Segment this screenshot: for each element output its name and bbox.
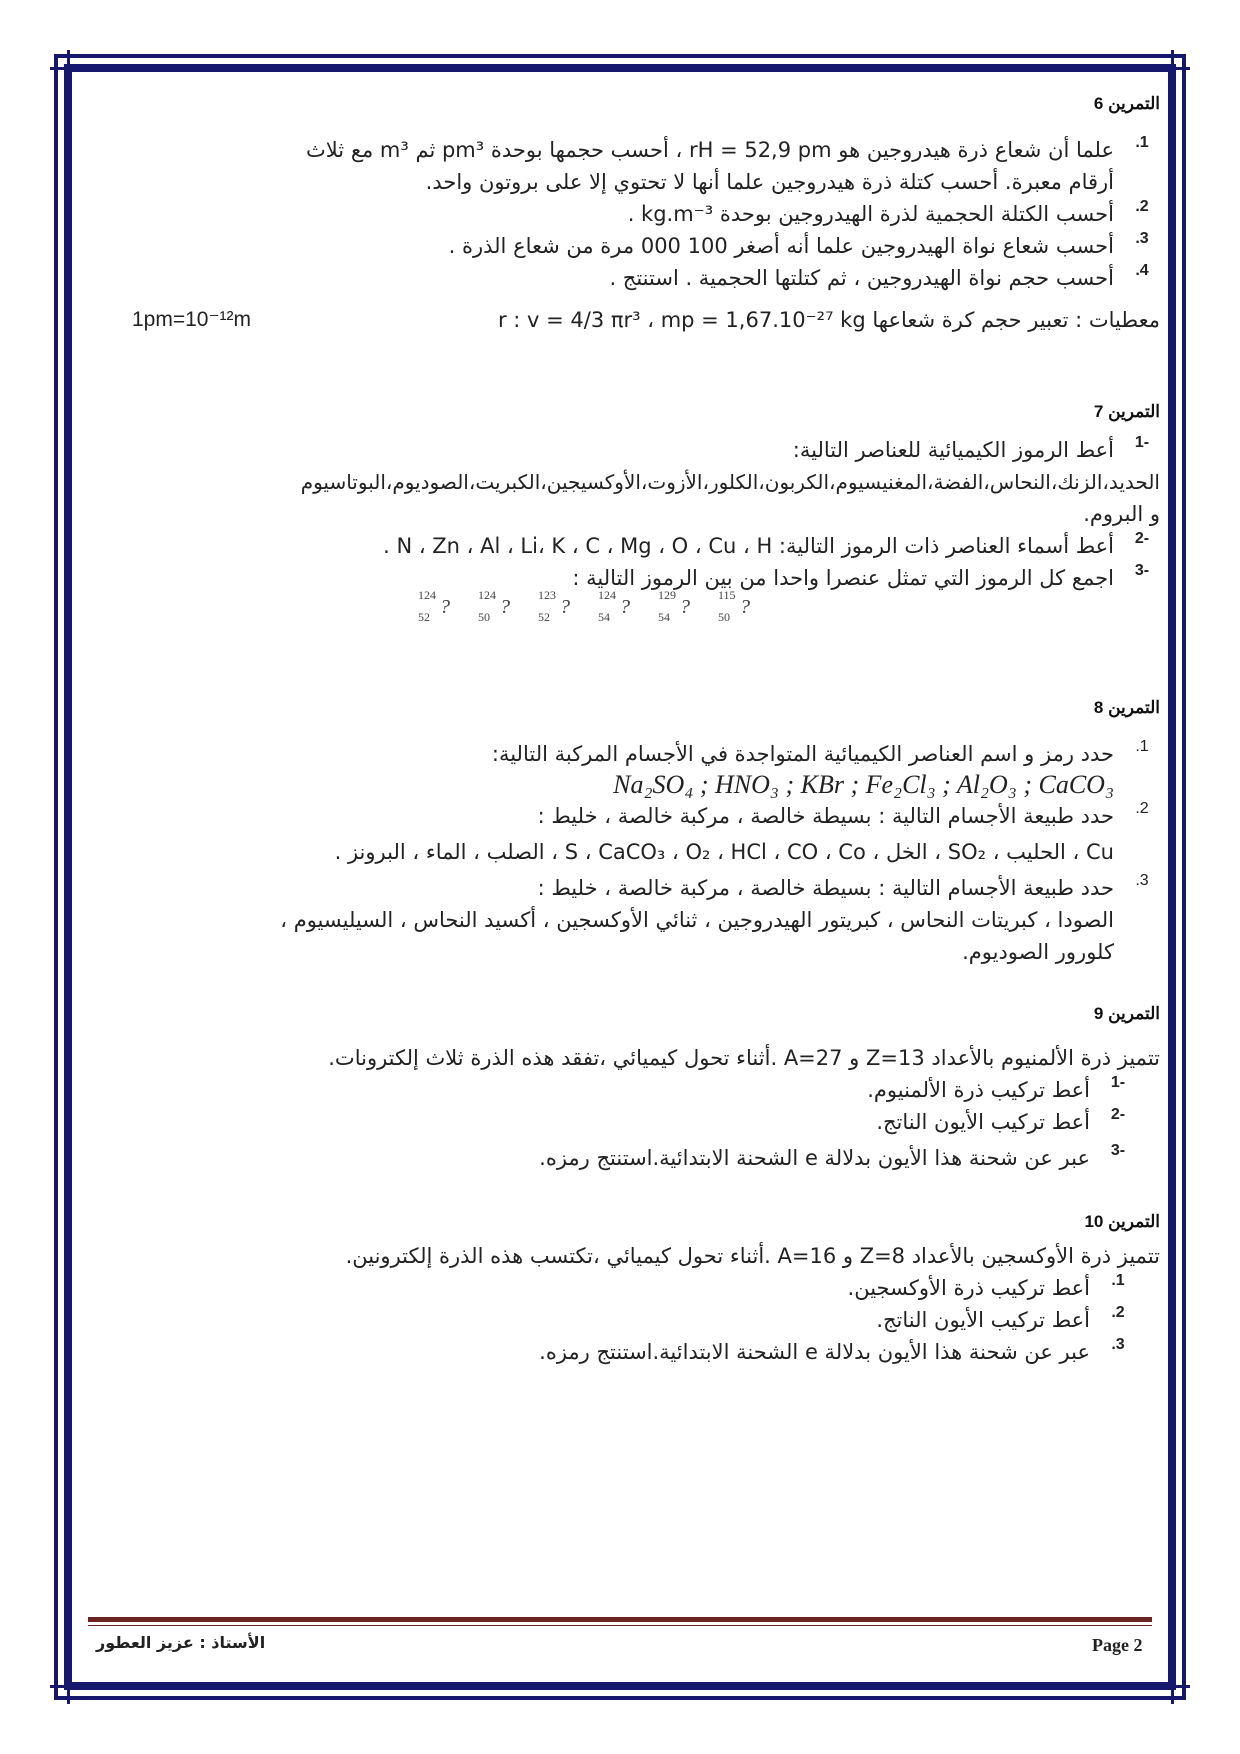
substance-list: Cu ، الحليب ، SO₂ ، الخل ، S ، CaCO₃ ، O₂ ، HCl ، CO ، Co ، الصلب ، الماء ، البرونز . [334, 840, 1114, 864]
question [110, 434, 1160, 466]
question-number: -2 [1134, 530, 1150, 547]
question-number: -2 [1110, 1106, 1126, 1123]
teacher-name: الأستاذ : عزيز العطور [96, 1633, 266, 1652]
element-symbol: ? [620, 596, 630, 618]
question [110, 1272, 1136, 1304]
question-number: 2. [1135, 800, 1149, 817]
question-text: حدد رمز و اسم العناصر الكيميائية المتواجدة في الأجسام المركبة التالية: [491, 742, 1114, 766]
element-list: و البروم. [1083, 502, 1160, 526]
exercise-6 [110, 94, 1160, 342]
question-number: -3 [1134, 562, 1150, 579]
question [110, 800, 1160, 832]
question-text: أعط تركيب ذرة الألمنيوم. [867, 1078, 1090, 1102]
nuclide-symbol [598, 588, 630, 624]
question-number: -1 [1110, 1074, 1126, 1091]
question-text: أرقام معبرة. أحسب كتلة ذرة هيدروجين علما أنها لا تحتوي إلا على بروتون واحد. [425, 170, 1114, 194]
question-number: 3. [1135, 230, 1149, 247]
exercise-9 [110, 1004, 1160, 1174]
mass-number: 124 [598, 588, 616, 602]
question-text: أعط الرموز الكيميائية للعناصر التالية: [792, 438, 1114, 462]
element-symbol: ? [740, 596, 750, 618]
border-corner [1154, 1668, 1190, 1704]
nuclide-symbol [478, 588, 510, 624]
nuclide-row [110, 588, 1160, 624]
exercise-intro: تتميز ذرة الألمنيوم بالأعداد Z=13 و A=27 .أثناء تحول كيميائي ،تفقد هذه الذرة ثلاث إلكترونات. [328, 1046, 1160, 1070]
exercise-10 [110, 1212, 1160, 1368]
nuclide-list [418, 588, 750, 624]
question [110, 1142, 1136, 1174]
question-number: 3. [1135, 872, 1149, 889]
atomic-number: 50 [478, 610, 490, 624]
footer-divider [88, 1617, 1152, 1622]
element-symbol: ? [560, 596, 570, 618]
question-text: حدد طبيعة الأجسام التالية : بسيطة خالصة ، مركبة خالصة ، خليط : [537, 876, 1114, 900]
mass-number: 115 [718, 588, 736, 602]
mass-number: 124 [478, 588, 496, 602]
question [110, 738, 1160, 770]
exercise-title: التمرين 8 [1093, 698, 1160, 717]
question-number: 2. [1111, 1304, 1125, 1321]
question-number: 1. [1111, 1272, 1125, 1289]
question [110, 1074, 1136, 1106]
question-text: أحسب حجم نواة الهيدروجين ، ثم كتلتها الحجمية . استنتج . [609, 266, 1114, 290]
question-number: 1. [1135, 134, 1149, 151]
mass-number: 124 [418, 588, 436, 602]
question-text: أعط تركيب الأيون الناتج. [876, 1110, 1090, 1134]
question-number: -3 [1110, 1142, 1126, 1159]
question-text: أعط تركيب الأيون الناتج. [876, 1308, 1090, 1332]
element-symbol: ? [500, 596, 510, 618]
border-corner [1154, 50, 1190, 86]
question-number: -1 [1134, 434, 1150, 451]
question-text: حدد طبيعة الأجسام التالية : بسيطة خالصة ، مركبة خالصة ، خليط : [537, 804, 1114, 828]
question [110, 872, 1160, 968]
atomic-number: 54 [658, 610, 670, 624]
question-text: عبر عن شحنة هذا الأيون بدلالة e الشحنة الابتدائية.استنتج رمزه. [539, 1146, 1090, 1170]
question-number: 4. [1135, 262, 1149, 279]
nuclide-symbol [538, 588, 570, 624]
mass-number: 129 [658, 588, 676, 602]
element-list: الحديد،الزنك،النحاس،الفضة،المغنيسيوم،الكربون،الكلور،الأزوت،الأوكسيجين،الكبريت،الصوديوم،البوتاسيوم [300, 470, 1160, 494]
question-text: أحسب شعاع نواة الهيدروجين علما أنه أصغر 100 000 مرة من شعاع الذرة . [448, 234, 1114, 258]
exercise-intro: تتميز ذرة الأوكسجين بالأعداد Z=8 و A=16 .أثناء تحول كيميائي ،تكتسب هذه الذرة إلكترونين. [345, 1244, 1160, 1268]
question-number: 2. [1135, 198, 1149, 215]
question [110, 1304, 1136, 1336]
question [110, 1336, 1136, 1368]
question [110, 530, 1160, 562]
question-text: أعط تركيب ذرة الأوكسجين. [847, 1276, 1090, 1300]
element-symbol: ? [440, 596, 450, 618]
border-corner [50, 50, 86, 86]
exercise-title: التمرين 6 [1093, 94, 1160, 113]
question [110, 134, 1160, 198]
atomic-number: 50 [718, 610, 730, 624]
unit-conversion: 1pm=10⁻¹²m [132, 308, 252, 331]
footer-divider [88, 1625, 1152, 1626]
question [110, 230, 1160, 262]
exercise-7 [110, 402, 1160, 624]
exercise-8 [110, 698, 1160, 968]
question [110, 262, 1160, 294]
question-text: أعط أسماء العناصر ذات الرموز التالية: N ، Zn ، Al ، Li، K ، C ، Mg ، O ، Cu ، H . [383, 534, 1114, 558]
question-number: 3. [1111, 1336, 1125, 1353]
substance-list: كلورور الصوديوم. [962, 940, 1114, 964]
element-symbol: ? [680, 596, 690, 618]
nuclide-symbol [718, 588, 750, 624]
exercise-title: التمرين 7 [1093, 402, 1160, 421]
atomic-number: 54 [598, 610, 610, 624]
mass-number: 123 [538, 588, 556, 602]
given-formulas: معطيات : تعبير حجم كرة شعاعها r : v = 4/3 πr³ ، mp = 1,67.10⁻²⁷ kg [497, 308, 1160, 332]
question [110, 198, 1160, 230]
question-text: أحسب الكتلة الحجمية لذرة الهيدروجين بوحدة kg.m⁻³ . [627, 202, 1114, 226]
given-data [110, 298, 1160, 342]
nuclide-symbol [658, 588, 690, 624]
formula-row [110, 770, 1160, 800]
question [110, 562, 1160, 594]
substance-list: الصودا ، كبريتات النحاس ، كبريتور الهيدروجين ، ثنائي الأوكسجين ، أكسيد النحاس ، السيليسيوم ، [280, 908, 1114, 932]
question-text: عبر عن شحنة هذا الأيون بدلالة e الشحنة الابتدائية.استنتج رمزه. [539, 1340, 1090, 1364]
question-text: اجمع كل الرموز التي تمثل عنصرا واحدا من بين الرموز التالية : [572, 566, 1114, 590]
exercise-title: التمرين 9 [1093, 1004, 1160, 1023]
question [110, 1106, 1136, 1138]
question-text: علما أن شعاع ذرة هيدروجين هو rH = 52,9 pm ، أحسب حجمها بوحدة pm³ ثم m³ مع ثلاث [306, 138, 1114, 162]
atomic-number: 52 [538, 610, 550, 624]
border-corner [50, 1668, 86, 1704]
atomic-number: 52 [418, 610, 430, 624]
compound-formulas: Na₂SO₄ ; HNO₃ ; KBr ; Fe₂Cl₃ ; Al₂O₃ ; CaCO₃ [613, 770, 1114, 799]
page-number: Page 2 [1092, 1635, 1143, 1655]
question-number: 1. [1135, 738, 1149, 755]
nuclide-symbol [418, 588, 450, 624]
exercise-title: التمرين 10 [1084, 1212, 1160, 1231]
